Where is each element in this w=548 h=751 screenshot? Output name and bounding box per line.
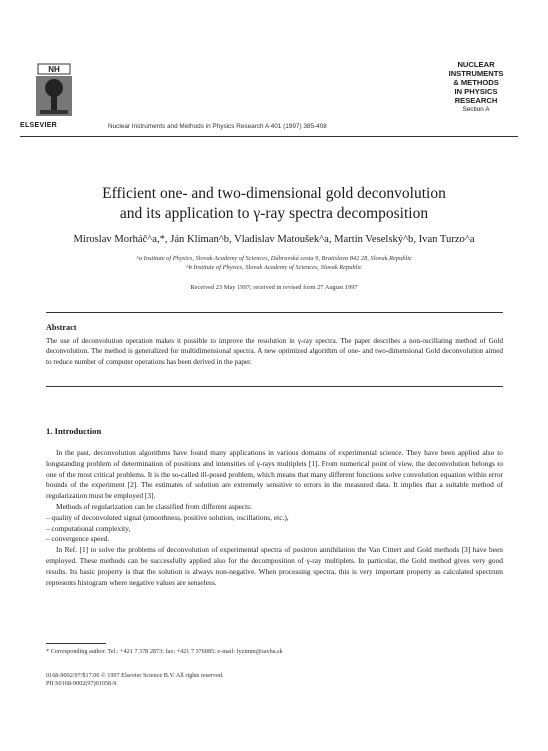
- footnote-rule: [46, 643, 106, 644]
- pii-line: PII S0168-9002(97)01058-9: [46, 680, 117, 688]
- section-heading: 1. Introduction: [46, 426, 102, 436]
- copyright-line: 0168-9002/97/$17.00 © 1997 Elsevier Science B.V. All rights reserved.: [46, 672, 224, 679]
- author-list: Miroslav Morháč^a,*, Ján Kliman^b, Vladislav Matoušek^a, Martin Veselský^b, Ivan Turzo^a: [73, 234, 475, 245]
- title-line: and its application to γ-ray spectra decomposition: [119, 205, 429, 222]
- publisher-name: ELSEVIER: [20, 122, 58, 129]
- journal-name-line: NUCLEAR: [457, 60, 495, 69]
- list-item: – quality of deconvoluted signal (smoothness, positive solution, oscillations, etc.),: [46, 512, 289, 522]
- title-line: Efficient one- and two-dimensional gold deconvolution: [102, 185, 446, 202]
- journal-name-line: IN PHYSICS: [454, 87, 498, 96]
- header-rule: [20, 136, 518, 137]
- list-item: – computational complexity,: [46, 523, 131, 533]
- abstract-bottom-rule: [46, 386, 503, 387]
- affiliations: [40, 254, 508, 272]
- list-item: – convergence speed.: [46, 534, 110, 544]
- journal-name-line: INSTRUMENTS: [448, 69, 504, 78]
- journal-section: Section A: [462, 106, 490, 113]
- svg-text:NH: NH: [48, 65, 60, 74]
- article-title: [40, 184, 508, 224]
- section-body: [46, 448, 503, 588]
- journal-name-box: [436, 60, 516, 114]
- received-dates: Received 23 May 1997; received in revised form 27 August 1997: [190, 284, 358, 291]
- abstract-text: The use of deconvolution operation makes it possible to improve the resolution in γ-ray spectra. The paper describes a non-oscillating method of Gold deconvolution. The method is generalized for multidimensional spectra. A new optimized algorithm of one- and two-dimensional Gold deconvolution aimed to reduce number of computer operations has been derived in the paper.: [46, 337, 503, 366]
- journal-name-line: & METHODS: [453, 78, 499, 87]
- paragraph: Methods of regularization can be classified from different aspects:: [56, 501, 253, 511]
- affiliation: ^a Institute of Physics, Slovak Academy of Sciences, Dúbravská cesta 9, Bratislava 842 28, Slovak Republic: [136, 255, 412, 262]
- publisher-logo: [34, 62, 74, 122]
- journal-name-line: RESEARCH: [454, 96, 498, 105]
- abstract-top-rule: [46, 312, 503, 313]
- abstract-heading: Abstract: [46, 323, 77, 332]
- copyright-block: [46, 672, 503, 689]
- journal-citation: Nuclear Instruments and Methods in Physics Research A 401 (1997) 385-408: [108, 123, 327, 130]
- paragraph: In Ref. [1] to solve the problems of deconvolution of experimental spectra of positron annihilation the Van Cittert and Gold methods [3] have been employed. These methods can be successfully applied also for the decomposition of γ-ray multiplets. In particular, the Gold method gives very good results. Its basic property is that the solution is always non-negative. When processing spectra, this is very important property as calculated spectrum represents histogram where negative values are senseless.: [46, 545, 503, 587]
- paragraph: In the past, deconvolution algorithms have found many applications in various domains of experimental science. They have been applied also to longstanding problem of determination of positions and intensities of γ-rays multiplets [1]. From numerical point of view, the deconvolution belongs to one of the most critical problems. It is the so-called ill-posed problem, which means that many different functions solve convolution equation within error bounds of the experiment [2]. The estimates of solution are extremely sensitive to errors in the measured data. It implies that a suitable method of regularization must be employed [3].: [46, 448, 503, 501]
- affiliation: ^b Institute of Physics, Slovak Academy of Sciences, Slovak Republic: [186, 264, 362, 271]
- footnote: * Corresponding author. Tel.: +421 7 378 2873; fax: +421 7 376085; e-mail: fyzimm@savba.sk: [46, 648, 283, 655]
- elsevier-tree-icon: [34, 62, 74, 122]
